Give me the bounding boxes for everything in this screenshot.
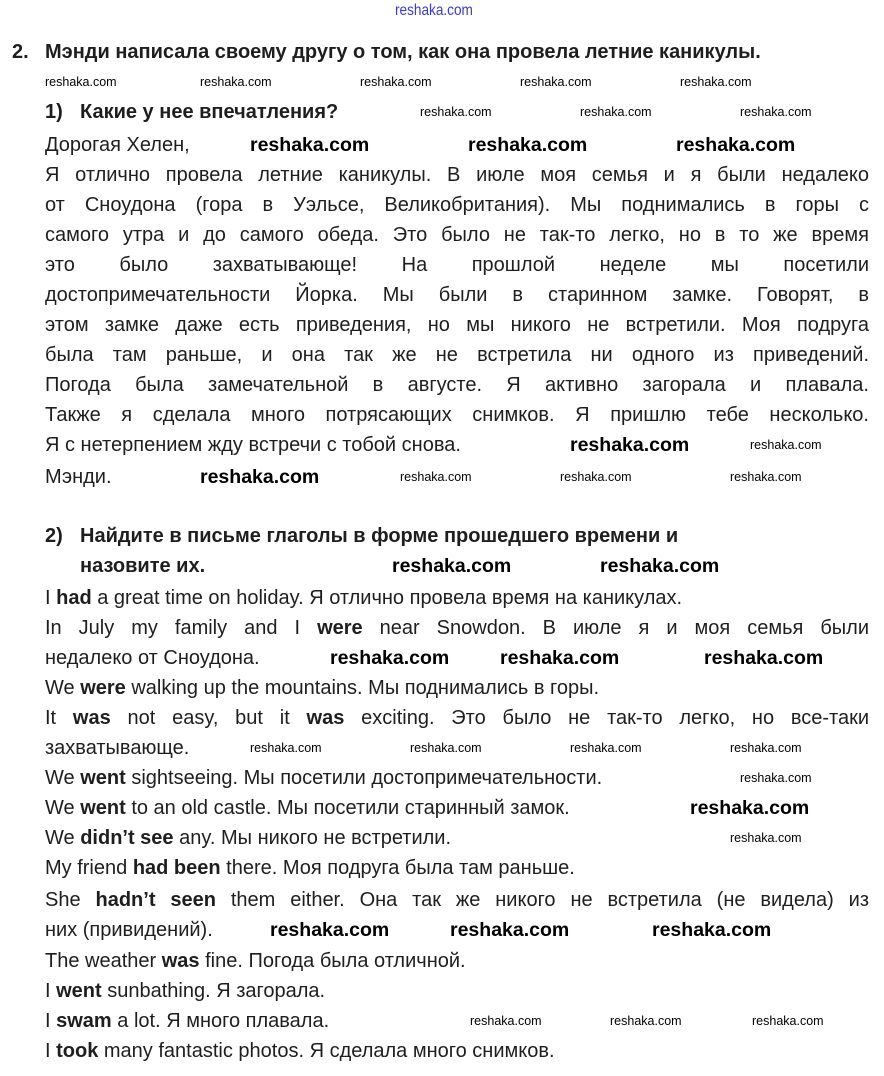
answer-text: I [45, 1040, 57, 1062]
answer-line [45, 765, 602, 791]
watermark: reshaka.com [200, 465, 320, 488]
watermark: reshaka.com [330, 646, 450, 669]
part1-number: 1) [45, 101, 63, 123]
past-tense-verb: went [80, 767, 126, 789]
past-tense-verb: was [306, 707, 345, 729]
letter-line: Я отлично провела летние каникулы. В июле моя семья и я были недалеко [45, 164, 869, 186]
watermark: reshaka.com [610, 1013, 682, 1028]
letter-line: Я с нетерпением жду встречи с тобой снова. [45, 434, 461, 456]
past-tense-verb: swam [56, 1010, 112, 1032]
answer-text: there. Моя подруга была там раньше. [220, 857, 575, 879]
answer-text: We [45, 797, 81, 819]
watermark: reshaka.com [752, 1013, 824, 1028]
answer-line [45, 978, 325, 1004]
watermark: reshaka.com [470, 1013, 542, 1028]
part2-question-line2: назовите их. [80, 555, 206, 577]
watermark: reshaka.com [392, 554, 512, 577]
watermark: reshaka.com [200, 74, 272, 89]
answer-text: We [45, 827, 81, 849]
letter-line: Погода была замечательной в августе. Я активно загорала и плавала. [45, 374, 869, 396]
watermark: reshaka.com [680, 74, 752, 89]
watermark: reshaka.com [500, 646, 620, 669]
answer-text: She [45, 889, 96, 911]
answer-text: any. Мы никого не встретили. [173, 827, 452, 849]
watermark: reshaka.com [45, 74, 117, 89]
answer-line [45, 675, 599, 701]
watermark: reshaka.com [730, 830, 802, 845]
watermark: reshaka.com [690, 796, 810, 819]
answer-text: We [45, 677, 81, 699]
watermark: reshaka.com [250, 133, 370, 156]
letter-line: этом замке даже есть приведения, но мы никого не встретили. Моя подруга [45, 314, 869, 336]
watermark: reshaka.com [395, 1, 473, 19]
answer-line [45, 795, 570, 821]
answer-text: My friend [45, 857, 133, 879]
watermark: reshaka.com [740, 770, 812, 785]
answer-text: walking up the mountains. Мы поднимались в горы. [125, 677, 600, 699]
watermark: reshaka.com [730, 740, 802, 755]
past-tense-verb: hadn’t seen [95, 889, 216, 911]
past-tense-verb: were [80, 677, 126, 699]
letter-line: была там раньше, и она так же не встретила ни одного из приведений. [45, 344, 869, 366]
answer-text: sunbathing. Я загорала. [101, 980, 326, 1002]
watermark: reshaka.com [570, 740, 642, 755]
answer-text: them either. Она так же никого не встретила (не видела) из [215, 889, 869, 911]
answer-line [45, 645, 260, 671]
answer-text: sightseeing. Мы посетили достопримечательности. [125, 767, 603, 789]
answer-line [45, 917, 213, 943]
letter-line: Мэнди. [45, 466, 112, 488]
watermark: reshaka.com [420, 104, 492, 119]
answer-text: many fantastic photos. Я сделала много снимков. [98, 1040, 555, 1062]
watermark: reshaka.com [250, 740, 322, 755]
watermark: reshaka.com [652, 918, 772, 941]
letter-line: от Сноудона (гора в Уэльсе, Великобритания). Мы поднимались в горы с [45, 194, 869, 216]
answer-line [45, 585, 682, 611]
answer-text: a lot. Я много плавала. [111, 1010, 330, 1032]
answer-text: to an old castle. Мы посетили старинный замок. [125, 797, 570, 819]
answer-line [45, 1038, 555, 1064]
answer-text: We [45, 767, 81, 789]
watermark: reshaka.com [520, 74, 592, 89]
answer-text: not easy, but it [110, 707, 307, 729]
letter-line: Дорогая Хелен, [45, 134, 190, 156]
task-title: Мэнди написала своему другу о том, как она провела летние каникулы. [45, 41, 761, 63]
letter-line: это было захватывающе! На прошлой неделе мы посетили [45, 254, 869, 276]
watermark: reshaka.com [740, 104, 812, 119]
watermark: reshaka.com [704, 646, 824, 669]
answer-line [45, 825, 451, 851]
answer-line [45, 948, 466, 974]
watermark: reshaka.com [468, 133, 588, 156]
answer-text: I [45, 587, 57, 609]
watermark: reshaka.com [570, 433, 690, 456]
answer-text: The weather [45, 950, 162, 972]
answer-line [45, 735, 189, 761]
watermark: reshaka.com [580, 104, 652, 119]
watermark: reshaka.com [750, 437, 822, 452]
answer-line [45, 887, 869, 913]
answer-line [45, 855, 575, 881]
watermark: reshaka.com [676, 133, 796, 156]
answer-text: захватывающе. [45, 737, 190, 759]
letter-line: Также я сделала много потрясающих снимков. Я пришлю тебе несколько. [45, 404, 869, 426]
answer-text: a great time on holiday. Я отлично провела время на каникулах. [91, 587, 683, 609]
answer-text: It [45, 707, 73, 729]
watermark: reshaka.com [410, 740, 482, 755]
answer-text: fine. Погода была отличной. [199, 950, 466, 972]
answer-text: exciting. Это было не так-то легко, но все-таки [344, 707, 870, 729]
watermark: reshaka.com [600, 554, 720, 577]
answer-text: них (привидений). [45, 919, 213, 941]
past-tense-verb: had been [132, 857, 221, 879]
answer-text: near Snowdon. В июле я и моя семья были [362, 617, 870, 639]
past-tense-verb: went [56, 980, 102, 1002]
past-tense-verb: was [72, 707, 111, 729]
answer-line [45, 615, 869, 641]
answer-line [45, 705, 869, 731]
past-tense-verb: didn’t see [80, 827, 174, 849]
letter-line: достопримечательности Йорка. Мы были в старинном замке. Говорят, в [45, 284, 869, 306]
past-tense-verb: had [56, 587, 92, 609]
past-tense-verb: was [161, 950, 200, 972]
part1-question: Какие у нее впечатления? [80, 101, 339, 123]
part2-number: 2) [45, 525, 63, 547]
watermark: reshaka.com [360, 74, 432, 89]
watermark: reshaka.com [450, 918, 570, 941]
watermark: reshaka.com [270, 918, 390, 941]
answer-text: недалеко от Сноудона. [45, 647, 260, 669]
watermark: reshaka.com [400, 469, 472, 484]
task-number: 2. [12, 41, 29, 63]
past-tense-verb: took [56, 1040, 99, 1062]
past-tense-verb: went [80, 797, 126, 819]
part2-question-line1: Найдите в письме глаголы в форме прошедшего времени и [80, 525, 679, 547]
watermark: reshaka.com [730, 469, 802, 484]
watermark: reshaka.com [560, 469, 632, 484]
answer-text: In July my family and I [45, 617, 318, 639]
answer-text: I [45, 980, 57, 1002]
letter-line: самого утра и до самого обеда. Это было не так-то легко, но в то же время [45, 224, 869, 246]
answer-text: I [45, 1010, 57, 1032]
answer-line [45, 1008, 329, 1034]
past-tense-verb: were [317, 617, 363, 639]
